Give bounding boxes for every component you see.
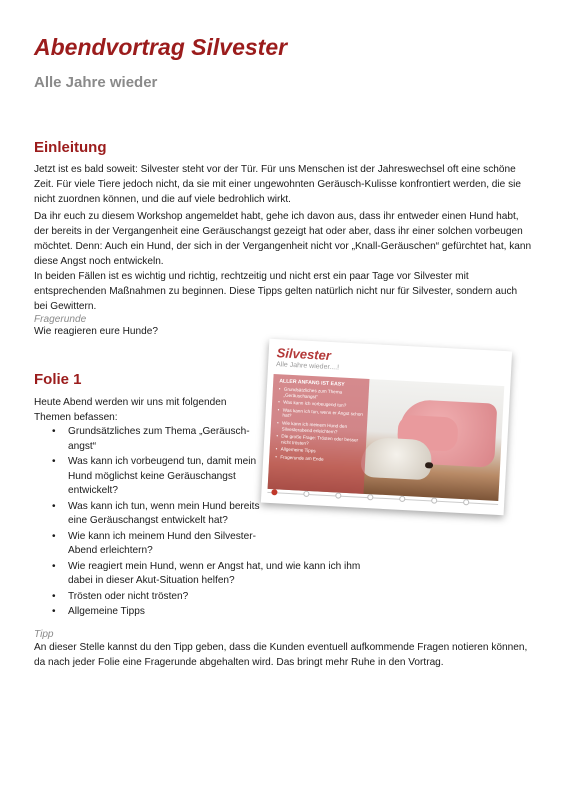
slide-list-item: • Was kann ich vorbeugend tun? [278, 399, 364, 409]
slide-progress-dot [367, 494, 373, 500]
list-item: • Grundsätzliches zum Thema „Geräusch-angst“ [50, 425, 268, 454]
tip-text: An dieser Stelle kannst du den Tipp geben, dass die Kunden eventuell aufkommende Fragen notieren können, da nach jeder Folie eine Fragerunde abgehalten wird. Das bringt mehr Ruhe in den Vortrag. [34, 642, 528, 668]
document-subtitle: Alle Jahre wieder [34, 74, 158, 91]
slide-subtitle: Alle Jahre wieder....! [275, 361, 340, 372]
dog-nose-shape [425, 462, 433, 468]
slide-list-item: • Grundsätzliches zum Thema „Geräuschangst“ [278, 386, 364, 402]
list-item: • Trösten oder nicht trösten? [50, 590, 470, 605]
list-item: • Was kann ich vorbeugend tun, damit mein Hund möglichst keine Geräuschangst entwickelt? [50, 455, 268, 499]
slide-topic-list [269, 386, 369, 464]
slide-list-item: • Wie kann ich meinem Hund den Silvesterabend erleichtern? [277, 420, 363, 436]
slide-progress-dot [431, 497, 437, 503]
slide-list-item: • Allgemeine Tipps [276, 447, 362, 457]
slide-progress-dot [335, 492, 341, 498]
folie-intro: Heute Abend werden wir uns mit folgenden Themen befassen: [34, 397, 227, 423]
list-item: • Allgemeine Tipps [50, 605, 470, 620]
slide-list-item: • Die große Frage: Trösten oder besser nicht trösten? [276, 433, 362, 449]
section-heading-einleitung: Einleitung [34, 139, 107, 156]
list-item: • Was kann ich tun, wenn mein Hund bereits eine Geräuschangst entwickelt hat? [50, 500, 278, 529]
slide-panel-heading: ALLER ANFANG IST EASY [279, 378, 345, 388]
paragraph-intro-1: Jetzt ist es bald soweit: Silvester steht vor der Tür. Für uns Menschen ist der Jahreswechsel oft eine schöne Zeit. Für viele Tiere jedoch nicht, da sie mit einer ungewohnten Geräusch-Kulisse konfrontiert werden, die sie nicht zuordnen können, und die auf viele bedrohlich wirkt. [34, 164, 521, 205]
dog-shape [360, 437, 432, 481]
slide-progress-dot [303, 491, 309, 497]
slide-list-item: • Fragerunde am Ende [275, 454, 361, 464]
list-item: • Wie reagiert mein Hund, wenn er Angst hat, und wie kann ich ihm dabei in dieser Akut-Situation helfen? [50, 560, 368, 589]
list-item: • Wie kann ich meinem Hund den Silvester-Abend erleichtern? [50, 530, 278, 559]
slide-progress-dot [271, 489, 277, 495]
paragraph-intro-3: In beiden Fällen ist es wichtig und richtig, rechtzeitig und nicht erst ein paar Tage vor Silvester mit entsprechenden Maßnahmen zu beginnen. Diese Tipps gelten natürlich nicht nur für Silvester, sondern auch bei Gewittern. [34, 271, 518, 312]
paragraph-intro-2: Da ihr euch zu diesem Workshop angemeldet habt, gehe ich davon aus, dass ihr entweder einen Hund habt, der bereits in der Vergangenheit eine Geräuschangst gezeigt hat oder aber, dass ihr einer solchen vorbeugen möchtet. Denn: Auch ein Hund, der sich in der Vergangenheit nicht vor „Knall-Geräuschen“ gefürchtet hat, kann diese Angst noch entwickeln. [34, 211, 532, 267]
slide-progress-dot [463, 499, 469, 505]
slide-topic-panel [268, 374, 370, 494]
tip-label: Tipp [34, 629, 54, 640]
slide-title: Silvester [276, 345, 332, 363]
question-text: Wie reagieren eure Hunde? [34, 326, 159, 337]
question-label: Fragerunde [34, 314, 87, 325]
slide-thumbnail [261, 339, 512, 515]
slide-progress-dot [399, 496, 405, 502]
document-title: Abendvortrag Silvester [34, 34, 288, 60]
slide-list-item: • Was kann ich tun, wenn er Angst schon hat? [277, 407, 363, 423]
section-heading-folie-1: Folie 1 [34, 371, 82, 388]
